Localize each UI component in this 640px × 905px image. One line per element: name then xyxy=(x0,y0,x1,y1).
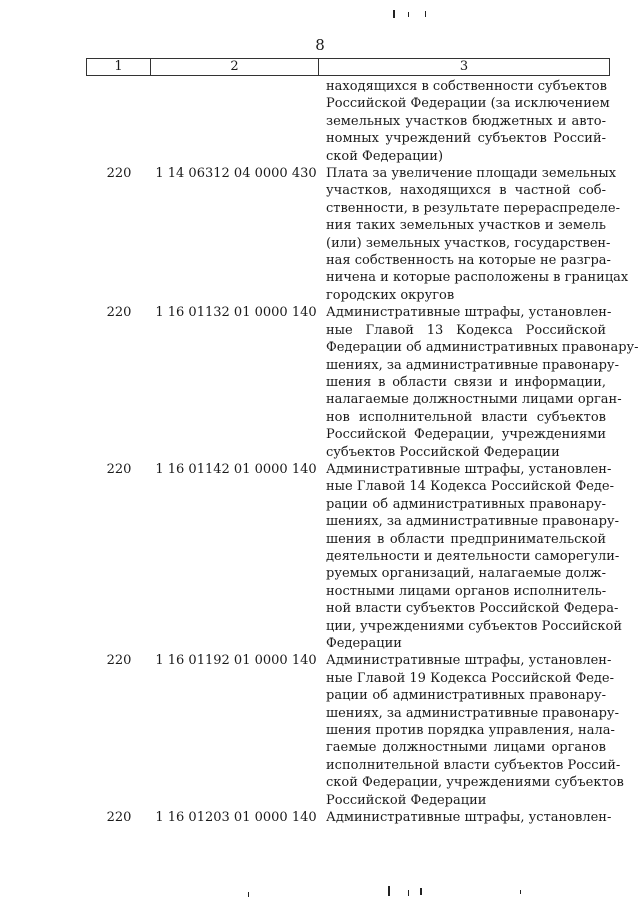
description-line: субъектов Российской Федерации xyxy=(326,444,560,460)
scan-mark xyxy=(248,892,249,897)
description-line: ции, учреждениями субъектов Российской xyxy=(326,618,622,634)
description-line: земельных участков бюджетных и авто- xyxy=(326,113,606,129)
description-line: Административные штрафы, установлен- xyxy=(326,653,612,669)
description-line: (или) земельных участков, государствен- xyxy=(326,235,611,251)
kbk-code-cell: 1 16 01132 01 0000 140 xyxy=(155,305,317,321)
description-line: шениях, за административные правонару- xyxy=(326,705,619,721)
description-line: Федерации об административных правонару- xyxy=(326,340,639,356)
description-line: ственности, в результате перераспределе- xyxy=(326,200,620,216)
kbk-code-cell: 1 16 01192 01 0000 140 xyxy=(155,653,317,669)
table-row xyxy=(86,652,624,809)
description-line: Административные штрафы, установлен- xyxy=(326,461,612,477)
description-cell xyxy=(320,652,624,809)
description-line: ные Главой 19 Кодекса Российской Феде- xyxy=(326,670,615,686)
table-row xyxy=(86,165,629,304)
description-line: рации об административных правонару- xyxy=(326,688,606,704)
description-line: Российской Федерации, учреждениями xyxy=(326,427,606,443)
description-cell xyxy=(320,461,622,652)
kbk-code-cell xyxy=(152,78,320,165)
table-header xyxy=(86,58,610,76)
description-line: номных учреждений субъектов Россий- xyxy=(326,131,606,147)
description-line: нов исполнительной власти субъектов xyxy=(326,409,606,425)
description-line: Федерации xyxy=(326,636,402,651)
description-line: ской Федерации, учреждениями субъектов xyxy=(326,775,624,791)
description-cell xyxy=(320,165,629,304)
header-col-3: 3 xyxy=(459,59,469,74)
kbk-code-cell: 1 16 01203 01 0000 140 xyxy=(155,810,317,826)
admin-code-cell: 220 xyxy=(106,166,132,182)
table-row xyxy=(86,461,622,652)
description-line: шения против порядка управления, нала- xyxy=(326,723,615,739)
description-line: находящихся в собственности субъектов xyxy=(326,79,607,94)
table-row xyxy=(86,78,616,165)
description-line: ные Главой 13 Кодекса Российской xyxy=(326,322,606,338)
description-line: Административные штрафы, установлен- xyxy=(326,305,612,321)
description-cell xyxy=(320,78,610,165)
scan-mark xyxy=(408,12,409,17)
description-line: исполнительной власти субъектов Россий- xyxy=(326,757,621,773)
page-number: 8 xyxy=(315,36,325,54)
admin-code-cell: 220 xyxy=(106,810,132,826)
description-cell xyxy=(320,304,639,461)
description-line: участков, находящихся в частной соб- xyxy=(326,183,606,199)
table-body xyxy=(86,78,639,826)
scan-mark xyxy=(420,888,422,895)
description-line: городских округов xyxy=(326,287,455,303)
description-line: гаемые должностными лицами органов xyxy=(326,740,606,756)
description-line: налагаемые должностными лицами орган- xyxy=(326,392,622,408)
description-line: ностными лицами органов исполнитель- xyxy=(326,583,607,599)
description-cell xyxy=(320,809,612,826)
table-row xyxy=(86,304,639,461)
scan-mark xyxy=(388,886,390,896)
table-row xyxy=(86,809,616,826)
admin-code-cell xyxy=(86,78,152,165)
description-line: шениях, за административные правонару- xyxy=(326,514,619,530)
description-line: Административные штрафы, установлен- xyxy=(326,810,612,826)
description-line: шениях, за административные правонару- xyxy=(326,357,619,373)
header-col-2: 2 xyxy=(151,59,319,75)
header-col-1: 1 xyxy=(87,59,151,75)
scan-mark xyxy=(425,11,426,17)
description-line: Плата за увеличение площади земельных xyxy=(326,166,617,182)
description-line: Российской Федерации (за исключением xyxy=(326,96,610,112)
description-line: ской Федерации) xyxy=(326,148,444,164)
description-line: Российской Федерации xyxy=(326,792,487,808)
admin-code-cell: 220 xyxy=(106,461,132,477)
description-line: шения в области связи и информации, xyxy=(326,374,606,390)
description-line: ния таких земельных участков и земель xyxy=(326,218,606,234)
kbk-code-cell: 1 14 06312 04 0000 430 xyxy=(155,166,317,182)
scan-mark xyxy=(408,890,409,896)
description-line: ной власти субъектов Российской Федера- xyxy=(326,601,619,617)
description-line: ничена и которые расположены в границах xyxy=(326,270,629,286)
description-line: ные Главой 14 Кодекса Российской Феде- xyxy=(326,479,615,495)
kbk-code-cell: 1 16 01142 01 0000 140 xyxy=(155,461,317,477)
admin-code-cell: 220 xyxy=(106,305,132,321)
scan-mark xyxy=(393,10,395,18)
description-line: шения в области предпринимательской xyxy=(326,531,606,547)
description-line: ная собственность на которые не разгра- xyxy=(326,253,611,269)
description-line: рации об административных правонару- xyxy=(326,496,606,512)
description-line: руемых организаций, налагаемые долж- xyxy=(326,566,606,582)
admin-code-cell: 220 xyxy=(106,653,132,669)
description-line: деятельности и деятельности саморегули- xyxy=(326,548,620,564)
scan-mark xyxy=(520,890,521,894)
